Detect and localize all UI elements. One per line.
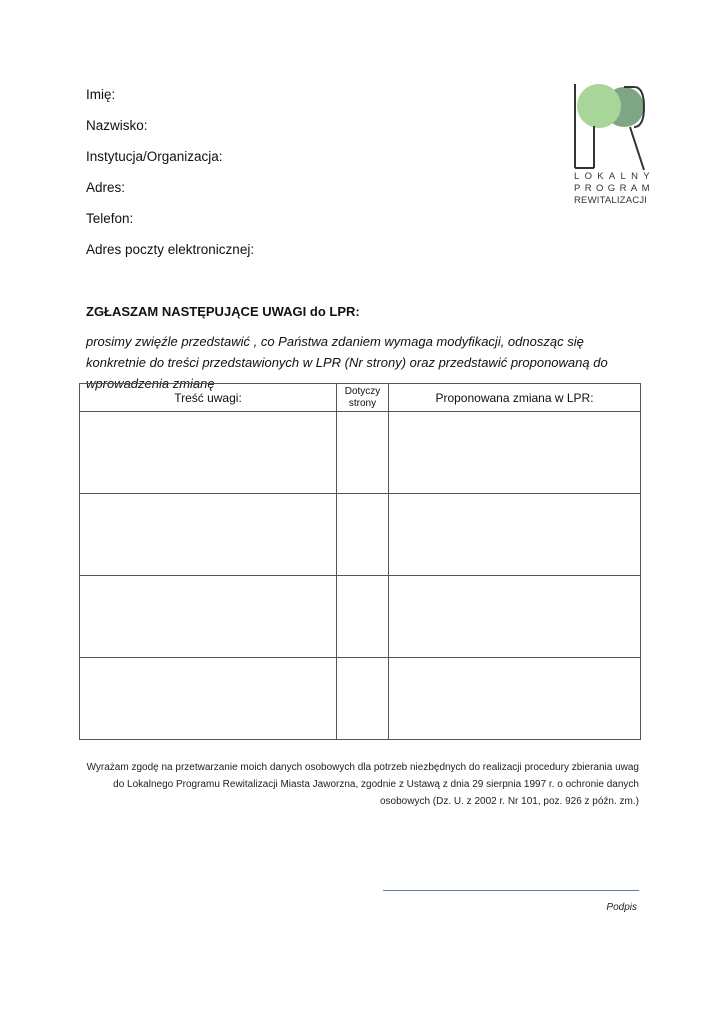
table-header-row (80, 384, 641, 412)
logo-light-circle (577, 84, 621, 128)
page-cell[interactable] (337, 412, 389, 494)
remark-cell[interactable] (80, 412, 337, 494)
logo-text-line1: LOKALNY (574, 171, 655, 182)
proposal-cell[interactable] (389, 494, 641, 576)
table-row (80, 412, 641, 494)
remarks-table (79, 383, 641, 740)
column-header-proposal: Proponowana zmiana w LPR: (389, 384, 641, 412)
table-row (80, 658, 641, 740)
data-consent-text: Wyrażam zgodę na przetwarzanie moich danych osobowych dla potrzeb niezbędnych do realizacji procedury zbierania uwag do Lokalnego Programu Rewitalizacji Miasta Jaworzna, zgodnie z Ustawą z dnia 29 sierpnia 1997 r. o ochronie danych osobowych (Dz. U. z 2002 r. Nr 101, poz. 926 z późn. zm.) (86, 762, 639, 807)
last-name-label: Nazwisko: (86, 118, 148, 133)
remark-cell[interactable] (80, 494, 337, 576)
proposal-cell[interactable] (389, 576, 641, 658)
remark-cell[interactable] (80, 658, 337, 740)
page-cell[interactable] (337, 576, 389, 658)
remarks-heading: ZGŁASZAM NASTĘPUJĄCE UWAGI do LPR: (86, 304, 360, 319)
table-row (80, 576, 641, 658)
table-row (80, 494, 641, 576)
address-label: Adres: (86, 180, 126, 195)
proposal-cell[interactable] (389, 412, 641, 494)
email-label: Adres poczty elektronicznej: (86, 242, 255, 257)
signature-line (383, 890, 639, 891)
first-name-label: Imię: (86, 87, 116, 102)
page-cell[interactable] (337, 658, 389, 740)
column-header-page: Dotyczy strony (337, 384, 389, 412)
proposal-cell[interactable] (389, 658, 641, 740)
institution-label: Instytucja/Organizacja: (86, 149, 223, 164)
page-cell[interactable] (337, 494, 389, 576)
remark-cell[interactable] (80, 576, 337, 658)
logo-text-line3: REWITALIZACJI (574, 195, 648, 206)
phone-label: Telefon: (86, 211, 134, 226)
signature-label: Podpis (606, 902, 637, 913)
instructions-text: prosimy zwięźle przedstawić , co Państwa zdaniem wymaga modyfikacji, odnosząc się konkretnie do treści przedstawionych w LPR (Nr strony) oraz przedstawić proponowaną do wprowadzenia zmianę (86, 334, 608, 391)
column-header-remark: Treść uwagi: (80, 384, 337, 412)
logo-text-line2: PROGRAM (574, 183, 654, 194)
